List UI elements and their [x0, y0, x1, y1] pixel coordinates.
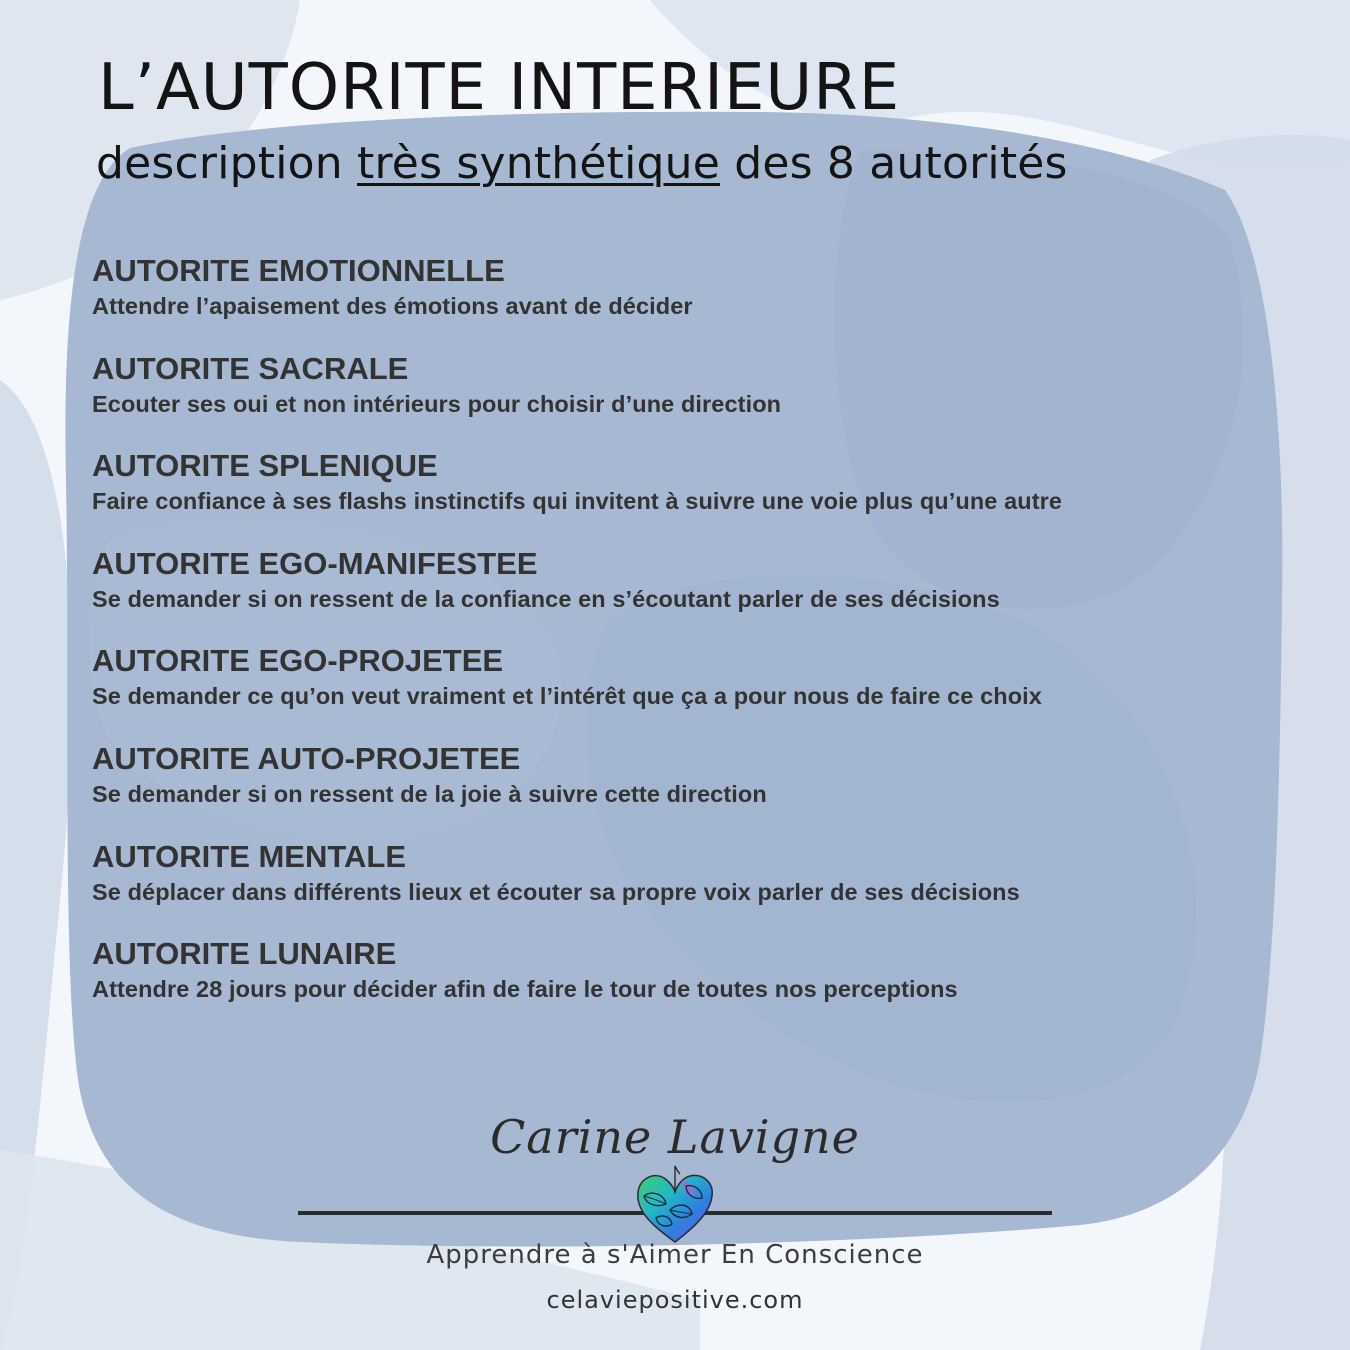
authority-heading: AUTORITE EGO-PROJETEE: [92, 643, 504, 679]
subtitle-emphasis: très synthétique: [357, 138, 721, 189]
authority-heading: AUTORITE SACRALE: [92, 350, 409, 386]
authority-item-auto-projetee: [92, 740, 1332, 838]
subtitle-text-end: des 8 autorités: [720, 138, 1068, 189]
authority-description: Faire confiance à ses flashs instinctifs qui invitent à suivre une voie plus qu’une autre: [92, 488, 1063, 515]
website-url[interactable]: celaviepositive.com: [546, 1286, 804, 1314]
page-subtitle: [96, 140, 1068, 188]
author-signature: Carine Lavigne: [490, 1110, 860, 1164]
authority-description: Ecouter ses oui et non intérieurs pour choisir d’une direction: [92, 390, 782, 417]
authority-heading: AUTORITE EMOTIONNELLE: [92, 253, 505, 288]
authority-heading: AUTORITE SPLENIQUE: [92, 448, 438, 484]
authority-description: Se demander ce qu’on veut vraiment et l’intérêt que ça a pour nous de faire ce choix: [92, 683, 1042, 710]
tagline: Apprendre à s'Aimer En Conscience: [426, 1240, 924, 1270]
authority-item-mentale: [92, 838, 1332, 936]
authority-description: Se déplacer dans différents lieux et écouter sa propre voix parler de ses décisions: [92, 878, 1020, 905]
authority-item-emotionnelle: [92, 252, 1332, 350]
watercolor-heart-leaves-icon: [630, 1162, 720, 1246]
subtitle-text-start: description: [96, 138, 358, 189]
authority-heading: AUTORITE MENTALE: [92, 838, 407, 874]
authority-description: Se demander si on ressent de la confiance en s’écoutant parler de ses décisions: [92, 585, 1000, 612]
authority-description: Attendre 28 jours pour décider afin de faire le tour de toutes nos perceptions: [92, 976, 958, 1003]
authorities-list: [92, 252, 1332, 1033]
authority-item-lunaire: [92, 935, 1332, 1033]
authority-heading: AUTORITE EGO-MANIFESTEE: [92, 545, 538, 581]
authority-description: Se demander si on ressent de la joie à suivre cette direction: [92, 780, 767, 807]
authority-item-ego-manifestee: [92, 545, 1332, 643]
authority-heading: AUTORITE LUNAIRE: [92, 936, 397, 972]
authority-item-splenique: [92, 447, 1332, 545]
authority-heading: AUTORITE AUTO-PROJETEE: [92, 740, 521, 776]
authority-item-ego-projetee: [92, 642, 1332, 740]
authority-item-sacrale: [92, 350, 1332, 448]
authority-description: Attendre l’apaisement des émotions avant de décider: [92, 293, 693, 319]
page-title: L’AUTORITE INTERIEURE: [98, 51, 901, 125]
